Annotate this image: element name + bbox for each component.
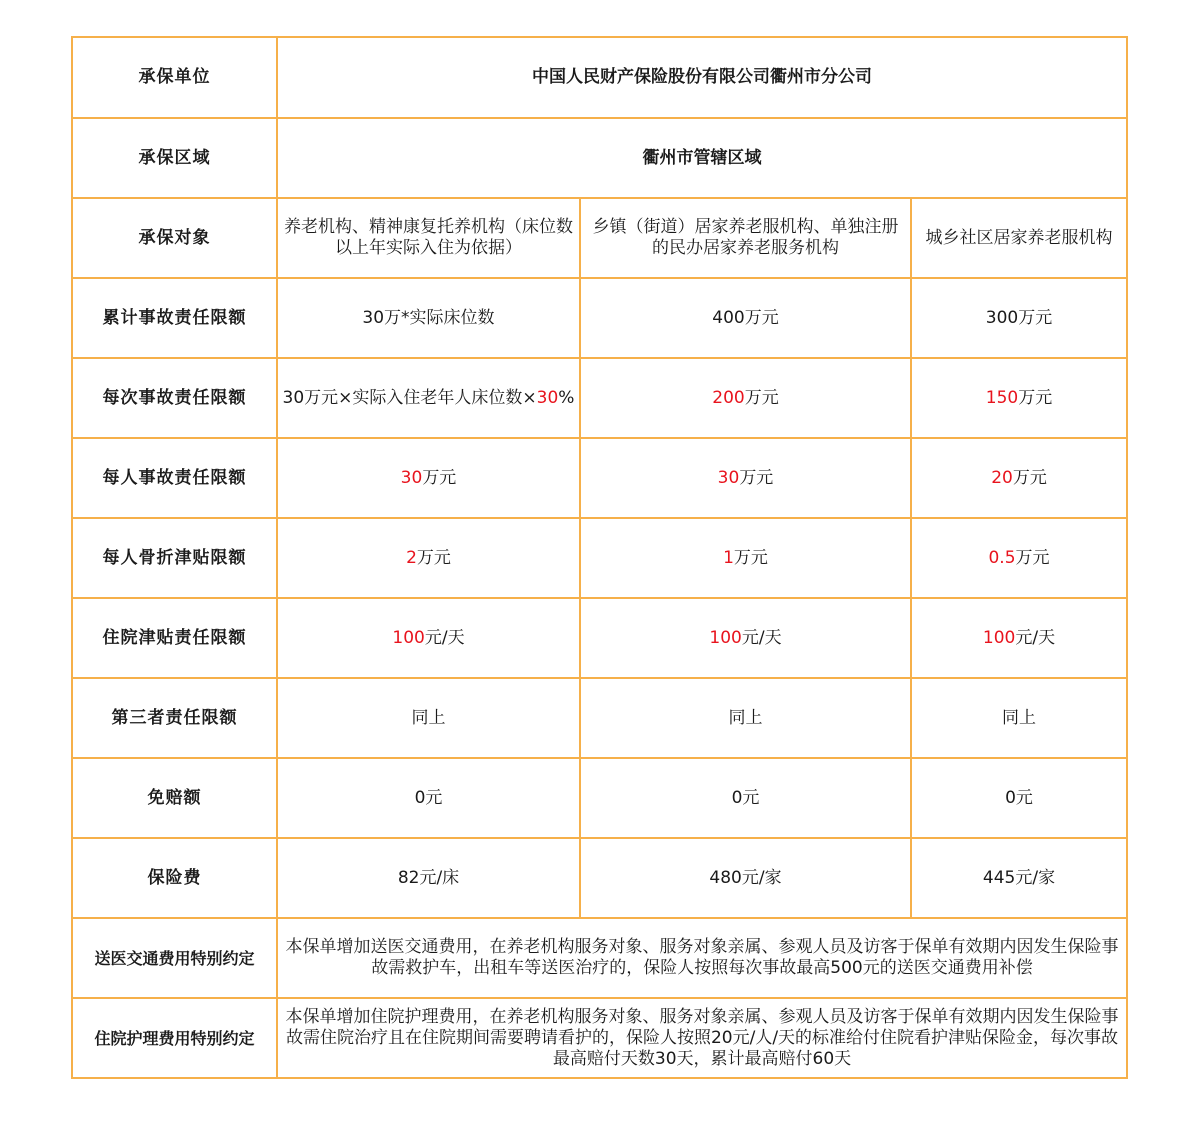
subjects-label: 承保对象 [72, 198, 277, 278]
third-party-label: 第三者责任限额 [72, 678, 277, 758]
premium-label: 保险费 [72, 838, 277, 918]
fracture-col1 [277, 518, 580, 598]
nursing-text: 本保单增加住院护理费用，在养老机构服务对象、服务对象亲属、参观人员及访客于保单有效期内因发生保险事故需住院治疗且在住院期间需要聘请看护的，保险人按照20元/人/天的标准给付住院看护津贴保险金，每次事故最高赔付天数30天，累计最高赔付60天 [277, 998, 1127, 1078]
fracture-col1-amount: 2 [406, 547, 417, 568]
per-accident-col1-sign: % [558, 387, 575, 408]
per-person-col2-unit: 万元 [739, 467, 774, 488]
per-accident-col1-text: 30万元×实际入住老年人床位数× [282, 387, 537, 408]
row-hospital [72, 598, 1127, 678]
per-accident-col3-unit: 万元 [1018, 387, 1053, 408]
transport-text: 本保单增加送医交通费用，在养老机构服务对象、服务对象亲属、参观人员及访客于保单有效期内因发生保险事故需救护车，出租车等送医治疗的，保险人按照每次事故最高500元的送医交通费用补偿 [277, 918, 1127, 998]
third-party-col2: 同上 [580, 678, 911, 758]
row-subjects [72, 198, 1127, 278]
fracture-col3-amount: 0.5 [988, 547, 1016, 568]
subjects-col3: 城乡社区居家养老服机构 [911, 198, 1127, 278]
cumulative-col1: 30万*实际床位数 [277, 278, 580, 358]
row-third-party [72, 678, 1127, 758]
deductible-col3: 0元 [911, 758, 1127, 838]
per-accident-label: 每次事故责任限额 [72, 358, 277, 438]
deductible-col1: 0元 [277, 758, 580, 838]
row-insurer [72, 37, 1127, 118]
insurer-value: 中国人民财产保险股份有限公司衢州市分公司 [277, 37, 1127, 118]
area-label: 承保区域 [72, 118, 277, 198]
third-party-col1: 同上 [277, 678, 580, 758]
nursing-label: 住院护理费用特别约定 [72, 998, 277, 1078]
fracture-col2-unit: 万元 [733, 547, 768, 568]
per-person-label: 每人事故责任限额 [72, 438, 277, 518]
transport-label: 送医交通费用特别约定 [72, 918, 277, 998]
subjects-col1: 养老机构、精神康复托养机构（床位数以上年实际入住为依据） [277, 198, 580, 278]
row-transport [72, 918, 1127, 998]
per-accident-col3 [911, 358, 1127, 438]
per-accident-col2-amount: 200 [712, 387, 745, 408]
premium-col3: 445元/家 [911, 838, 1127, 918]
premium-col2: 480元/家 [580, 838, 911, 918]
per-person-col3-amount: 20 [991, 467, 1013, 488]
per-person-col1-amount: 30 [400, 467, 423, 488]
premium-col1: 82元/床 [277, 838, 580, 918]
per-accident-col2 [580, 358, 911, 438]
insurer-label: 承保单位 [72, 37, 277, 118]
hospital-col2-unit: 元/天 [741, 627, 782, 648]
hospital-col2-amount: 100 [709, 627, 742, 648]
row-per-accident [72, 358, 1127, 438]
row-deductible [72, 758, 1127, 838]
fracture-col2-amount: 1 [723, 547, 734, 568]
subjects-col2: 乡镇（街道）居家养老服机构、单独注册的民办居家养老服务机构 [580, 198, 911, 278]
per-person-col1-unit: 万元 [422, 467, 457, 488]
hospital-col1-amount: 100 [392, 627, 425, 648]
hospital-col2 [580, 598, 911, 678]
per-person-col3 [911, 438, 1127, 518]
fracture-col1-unit: 万元 [416, 547, 451, 568]
cumulative-label: 累计事故责任限额 [72, 278, 277, 358]
deductible-col2: 0元 [580, 758, 911, 838]
hospital-col3-amount: 100 [982, 627, 1016, 648]
fracture-col2 [580, 518, 911, 598]
fracture-label: 每人骨折津贴限额 [72, 518, 277, 598]
row-area [72, 118, 1127, 198]
fracture-col3 [911, 518, 1127, 598]
hospital-label: 住院津贴责任限额 [72, 598, 277, 678]
area-value: 衢州市管辖区域 [277, 118, 1127, 198]
per-accident-col1-percent: 30 [536, 387, 559, 408]
hospital-col1-unit: 元/天 [424, 627, 465, 648]
row-nursing [72, 998, 1127, 1078]
third-party-col3: 同上 [911, 678, 1127, 758]
per-person-col2-amount: 30 [717, 467, 740, 488]
deductible-label: 免赔额 [72, 758, 277, 838]
row-fracture [72, 518, 1127, 598]
cumulative-col3: 300万元 [911, 278, 1127, 358]
row-per-person [72, 438, 1127, 518]
hospital-col3-unit: 元/天 [1015, 627, 1056, 648]
hospital-col3 [911, 598, 1127, 678]
per-accident-col1 [277, 358, 580, 438]
per-accident-col3-amount: 150 [985, 387, 1019, 408]
row-premium [72, 838, 1127, 918]
per-person-col2 [580, 438, 911, 518]
cumulative-col2: 400万元 [580, 278, 911, 358]
per-person-col3-unit: 万元 [1012, 467, 1047, 488]
per-person-col1 [277, 438, 580, 518]
row-cumulative [72, 278, 1127, 358]
per-accident-col2-unit: 万元 [744, 387, 779, 408]
insurance-coverage-table [71, 36, 1128, 1079]
hospital-col1 [277, 598, 580, 678]
fracture-col3-unit: 万元 [1015, 547, 1050, 568]
